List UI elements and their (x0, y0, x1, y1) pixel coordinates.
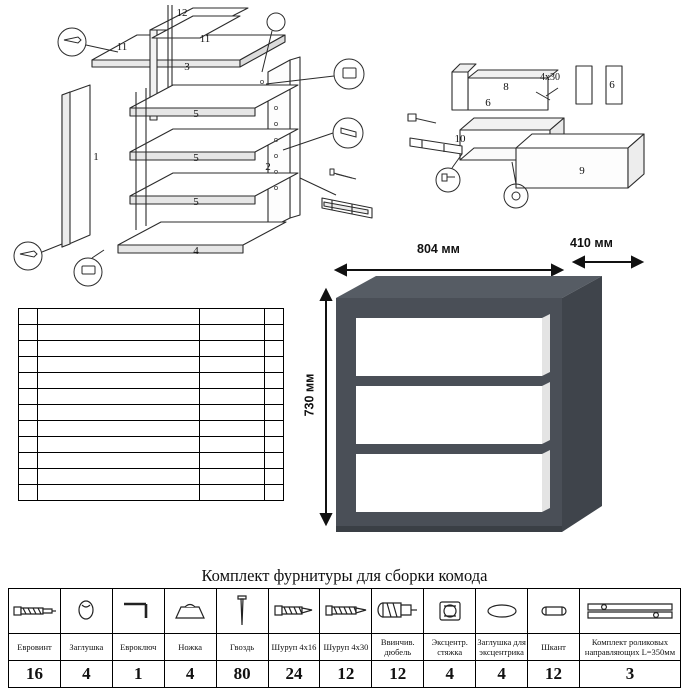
part-name (38, 453, 200, 469)
fitting-name: Шкант (528, 634, 580, 661)
table-row (19, 309, 284, 325)
table-row (19, 341, 284, 357)
parts-table (18, 308, 284, 501)
part-qty (265, 405, 284, 421)
fitting-count: 4 (476, 661, 528, 688)
fitting-count: 80 (216, 661, 268, 688)
table-row (19, 485, 284, 501)
part-number (19, 357, 38, 373)
fitting-name: Комплект роликовых направляющих L=350мм (580, 634, 681, 661)
fitting-name: Евроключ (112, 634, 164, 661)
part-qty (265, 389, 284, 405)
slide-rails-icon (580, 589, 681, 634)
table-row (19, 357, 284, 373)
fitting-count: 4 (60, 661, 112, 688)
screw-in-dowel-icon (372, 589, 424, 634)
part-name (38, 309, 200, 325)
part-qty (265, 309, 284, 325)
callout-11a: 11 (116, 41, 128, 53)
part-size (200, 485, 265, 501)
callout-5c: 5 (193, 196, 199, 208)
fitting-count: 24 (268, 661, 320, 688)
part-number (19, 389, 38, 405)
part-name (38, 373, 200, 389)
part-qty (265, 325, 284, 341)
fittings-icons-row (9, 589, 681, 634)
part-size (200, 421, 265, 437)
part-size (200, 453, 265, 469)
fitting-name: Гвоздь (216, 634, 268, 661)
part-qty (265, 373, 284, 389)
callout-2: 2 (265, 161, 271, 173)
fitting-name: Ввинчив. дюбель (372, 634, 424, 661)
part-qty (265, 357, 284, 373)
part-qty (265, 469, 284, 485)
exploded-view-drawer (400, 30, 660, 220)
fitting-name: Эксцентр. стяжка (424, 634, 476, 661)
cap-plug-icon (60, 589, 112, 634)
part-qty (265, 437, 284, 453)
part-size (200, 469, 265, 485)
fitting-count: 1 (112, 661, 164, 688)
fittings-section-title: Комплект фурнитуры для сборки комода (201, 566, 488, 585)
callout-1: 1 (93, 151, 99, 163)
part-size (200, 405, 265, 421)
part-size (200, 341, 265, 357)
part-name (38, 405, 200, 421)
euro-screw-icon (9, 589, 61, 634)
part-qty (265, 341, 284, 357)
callout-12: 12 (176, 7, 188, 19)
part-name (38, 469, 200, 485)
fitting-name: Ножка (164, 634, 216, 661)
callout-6a: 6 (485, 97, 491, 109)
screw-4x30-icon (320, 589, 372, 634)
cam-cover-icon (476, 589, 528, 634)
width-dimension-label: 804 мм (417, 242, 460, 256)
part-size (200, 437, 265, 453)
callout-10: 10 (454, 133, 466, 145)
part-name (38, 341, 200, 357)
fittings-table (8, 588, 681, 688)
fitting-name: Заглушка для эксцентрика (476, 634, 528, 661)
part-number (19, 453, 38, 469)
part-size (200, 357, 265, 373)
table-row (19, 389, 284, 405)
callout-6b: 6 (609, 79, 615, 91)
part-number (19, 469, 38, 485)
part-size (200, 373, 265, 389)
table-row (19, 437, 284, 453)
part-number (19, 421, 38, 437)
part-size (200, 389, 265, 405)
fitting-name: Шуруп 4х16 (268, 634, 320, 661)
fitting-count: 3 (580, 661, 681, 688)
callout-4: 4 (193, 245, 199, 257)
part-number (19, 325, 38, 341)
fitting-count: 16 (9, 661, 61, 688)
part-number (19, 309, 38, 325)
dowel-icon (528, 589, 580, 634)
part-name (38, 325, 200, 341)
part-size (200, 325, 265, 341)
callout-5a: 5 (193, 108, 199, 120)
product-dimensions-figure (302, 236, 678, 560)
fitting-count: 12 (372, 661, 424, 688)
fitting-name: Евровинт (9, 634, 61, 661)
part-number (19, 437, 38, 453)
table-row (19, 453, 284, 469)
callout-9: 9 (579, 165, 585, 177)
cam-lock-icon (424, 589, 476, 634)
part-number (19, 405, 38, 421)
depth-dimension-label: 410 мм (570, 236, 613, 250)
part-number (19, 341, 38, 357)
part-name (38, 485, 200, 501)
fitting-name: Шуруп 4х30 (320, 634, 372, 661)
part-qty (265, 421, 284, 437)
part-name (38, 357, 200, 373)
table-row (19, 325, 284, 341)
table-row (19, 469, 284, 485)
part-qty (265, 485, 284, 501)
fittings-names-row (9, 634, 681, 661)
callout-11b: 11 (199, 33, 211, 45)
table-row (19, 421, 284, 437)
part-name (38, 437, 200, 453)
fitting-count: 4 (164, 661, 216, 688)
table-row (19, 405, 284, 421)
part-name (38, 421, 200, 437)
fitting-name: Заглушка (60, 634, 112, 661)
part-name (38, 389, 200, 405)
fitting-count: 4 (424, 661, 476, 688)
fitting-count: 12 (320, 661, 372, 688)
nail-icon (216, 589, 268, 634)
parts-table-body (19, 309, 284, 501)
fittings-counts-row (9, 661, 681, 688)
euro-key-icon (112, 589, 164, 634)
callout-3: 3 (184, 61, 190, 73)
screw-4x16-icon (268, 589, 320, 634)
callout-5b: 5 (193, 152, 199, 164)
part-number (19, 485, 38, 501)
part-qty (265, 453, 284, 469)
fitting-count: 12 (528, 661, 580, 688)
part-size (200, 309, 265, 325)
callout-4x30: 4x30 (540, 72, 560, 83)
foot-icon (164, 589, 216, 634)
callout-8: 8 (503, 81, 509, 93)
height-dimension-label: 730 мм (302, 373, 317, 417)
part-number (19, 373, 38, 389)
table-row (19, 373, 284, 389)
